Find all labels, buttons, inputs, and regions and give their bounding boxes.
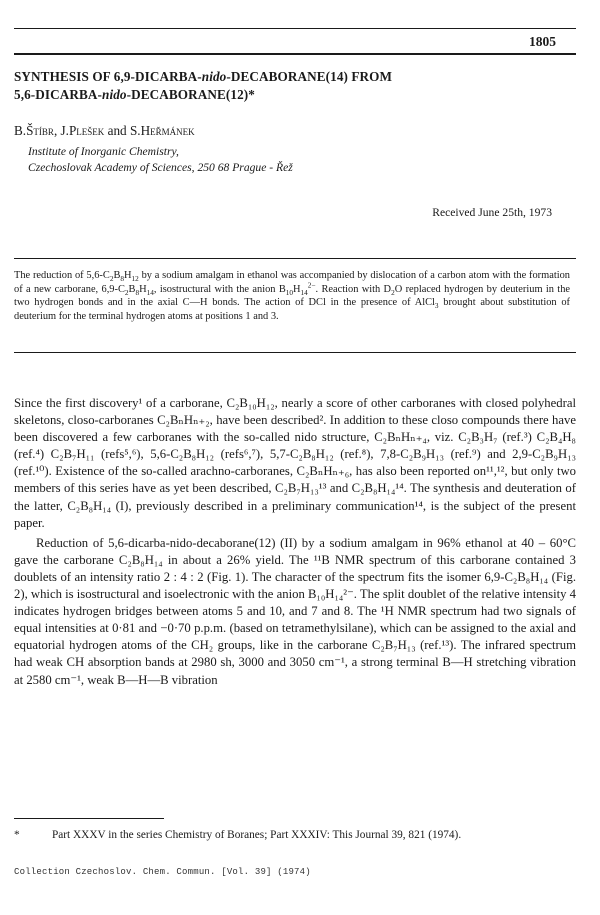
received-date: Received June 25th, 1973 xyxy=(432,206,552,219)
abstract-rule-top xyxy=(14,258,576,259)
paragraph-2: Reduction of 5,6-dicarba-nido-decaborane(12) (II) by a sodium amalgam in 96% ethanol at 40 – 60°C gave the carborane C₂B₈H₁₄ in about a 26% yield. The ¹¹B NMR spectrum of this carborane contained 3 doublets of an intensity ratio 2 : 4 : 2 (Fig. 1). The character of the spectrum fits the isomer 6,9-C₂B₈H₁₄ (Fig. 2), which is isostructural and isoelectronic with the anion B₁₀H₁₄²⁻. The split doublet of the relative intensity 4 indicates hydrogen bridges between atoms 5 and 10, and 7 and 8. The ¹H NMR spectrum had two signals of equal intensities at 0·81 and −0·70 p.p.m. (based on tetramethylsilane), which can be assigned to the axial and equatorial hydrogen atoms of the CH₂ groups, like in the carborane C₂B₇H₁₃ (ref.¹³). The infrared spectrum had weak CH absorption bands at 2980 sh, 3000 and 3050 cm⁻¹, a strong terminal B—H stretching vibration at 2580 cm⁻¹, weak B—H—B vibration xyxy=(14,535,576,687)
header-rule-bottom xyxy=(14,53,576,55)
article-title: SYNTHESIS OF 6,9-DICARBA-nido-DECABORANE(14) FROM 5,6-DICARBA-nido-DECABORANE(12)* xyxy=(14,69,393,102)
journal-citation: Collection Czechoslov. Chem. Commun. [Vol. 39] (1974) xyxy=(14,867,311,877)
abstract: The reduction of $5,6-C_2B_8H_{12}$ by a sodium amalgam in ethanol was accompanied by dislocation of a carbon atom with the formation of a new carborane, $6,9-C_2B_8H_{14}$, isostructural with the anion $B_{10}H_{14}^{2-}$. Reaction with $D_2O$ replaced hydrogen by deuterium in the two hydrogen bonds and in the axial C—H bonds. The action of DCl in the presence of AlCl$_3$ brought about substitution of deuterium for the terminal hydrogen atoms at positions 1 and 3. xyxy=(14,270,570,322)
affiliation xyxy=(28,144,293,176)
body-text xyxy=(14,395,576,689)
abstract-rule-bottom xyxy=(14,352,576,353)
footnote-text: Part XXXV in the series Chemistry of Boranes; Part XXXIV: This Journal 39, 821 (1974). xyxy=(52,829,462,841)
page-number: 1805 xyxy=(529,34,556,49)
authors: B.Štíbr, J.Plešek and S.Heřmánek xyxy=(14,123,195,138)
affiliation-line-1: Institute of Inorganic Chemistry, xyxy=(28,145,179,158)
footnote-marker: * xyxy=(14,829,20,841)
header-rule xyxy=(14,28,576,29)
affiliation-line-2: Czechoslovak Academy of Sciences, 250 68 Prague - Řež xyxy=(28,161,293,174)
footnote-rule xyxy=(14,818,164,819)
footnote xyxy=(14,829,576,841)
paragraph-1: Since the first discovery¹ of a carborane, C₂B₁₀H₁₂, nearly a score of other carboranes with closed polyhedral skeletons, closo-carboranes C₂BₙHₙ₊₂, have been described². In addition to these closo compounds there have been discovered a few carboranes with the so-called nido structure, C₂BₙHₙ₊₄, viz. C₂B₃H₇ (ref.³) C₂B₄H₈ (ref.⁴) C₂B₇H₁₁ (refs⁵,⁶), 5,6-C₂B₈H₁₂ (refs⁶,⁷), 5,7-C₂B₈H₁₂ (ref.⁸), 7,8-C₂B₉H₁₃ (ref.⁹) and 2,9-C₂B₉H₁₃ (ref.¹⁰). Existence of the so-called arachno-carboranes, C₂BₙHₙ₊₆, has also been reported on¹¹,¹², but only two members of this series have as yet been described, C₂B₇H₁₃¹³ and C₂B₈H₁₄¹⁴. The synthesis and deuteration of the latter, C₂B₈H₁₄ (I), previously described in a preliminary communication¹⁴, is the subject of the present paper. xyxy=(14,396,576,530)
